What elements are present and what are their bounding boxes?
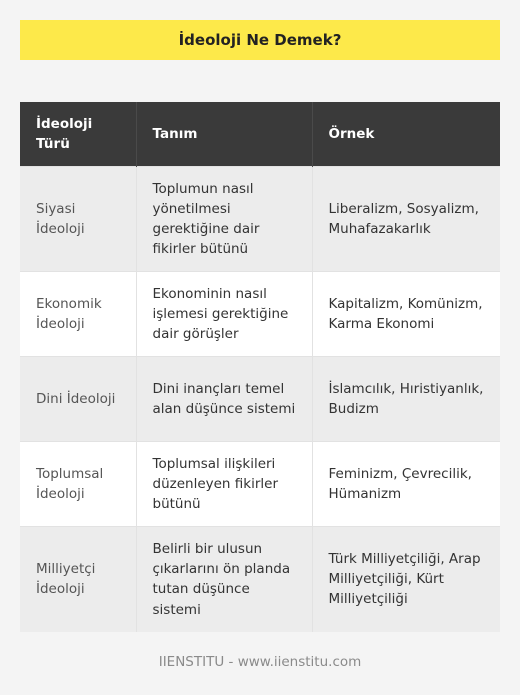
cell-example: Feminizm, Çevrecilik, Hümanizm [312,442,500,527]
cell-ideology-type: Milliyetçi İdeoloji [20,527,136,632]
table-row [20,357,500,442]
header-example: Örnek [312,102,500,167]
cell-example: Türk Milliyetçiliği, Arap Milliyetçiliği, Kürt Milliyetçiliği [312,527,500,632]
table-row [20,167,500,272]
table-row [20,272,500,357]
cell-example: Liberalizm, Sosyalizm, Muhafazakarlık [312,167,500,272]
cell-ideology-type: Ekonomik İdeoloji [20,272,136,357]
cell-ideology-type: Toplumsal İdeoloji [20,442,136,527]
header-definition: Tanım [136,102,312,167]
cell-definition: Ekonominin nasıl işlemesi gerektiğine dair görüşler [136,272,312,357]
cell-definition: Toplumsal ilişkileri düzenleyen fikirler bütünü [136,442,312,527]
cell-example: İslamcılık, Hıristiyanlık, Budizm [312,357,500,442]
cell-definition: Belirli bir ulusun çıkarlarını ön planda tutan düşünce sistemi [136,527,312,632]
cell-ideology-type: Siyasi İdeoloji [20,167,136,272]
cell-definition: Toplumun nasıl yönetilmesi gerektiğine dair fikirler bütünü [136,167,312,272]
table-row [20,442,500,527]
table-row [20,527,500,632]
ideology-table [20,102,500,632]
cell-ideology-type: Dini İdeoloji [20,357,136,442]
table-header-row [20,102,500,167]
footer-credit: IIENSTITU - www.iienstitu.com [158,654,362,670]
cell-definition: Dini inançları temel alan düşünce sistemi [136,357,312,442]
header-ideology-type: İdeoloji Türü [20,102,136,167]
cell-example: Kapitalizm, Komünizm, Karma Ekonomi [312,272,500,357]
page-title: İdeoloji Ne Demek? [20,20,500,60]
